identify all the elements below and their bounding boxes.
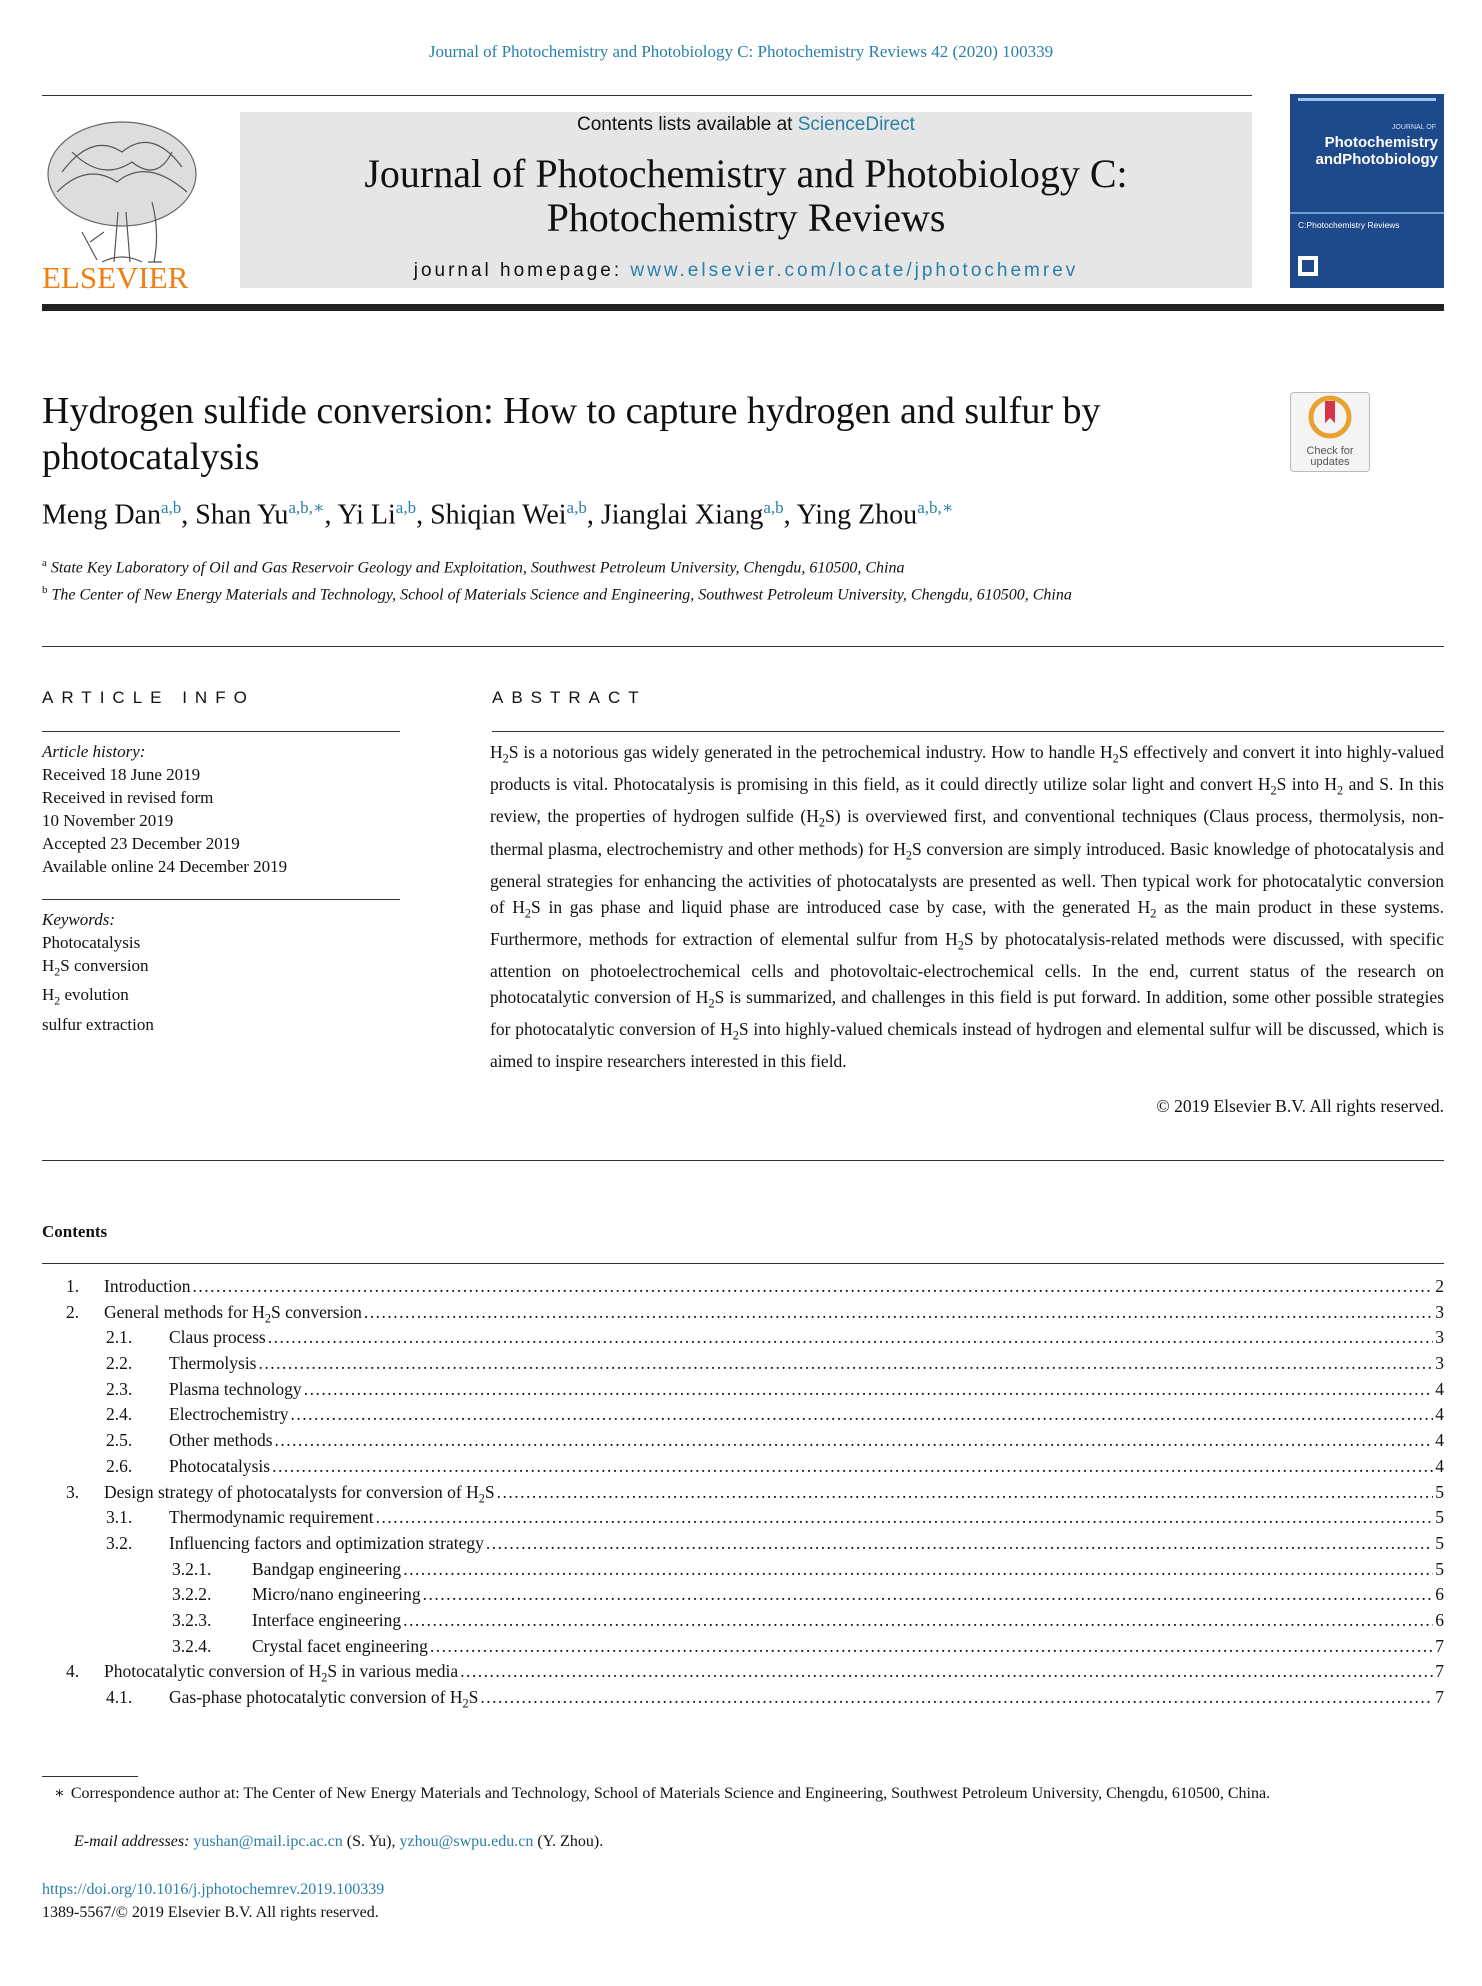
toc-entry[interactable] [42,1300,1444,1326]
toc-leader-dots [486,1531,1433,1557]
affiliation-item: $^b$ The Center of New Energy Materials and Technology, School of Materials Science and Engineering, Southwest Petroleum University, Chengdu, 610500, China [42,584,1072,604]
toc-page-number: 5 [1435,1558,1444,1579]
toc-entry[interactable] [42,1428,1444,1454]
toc-leader-dots [423,1582,1434,1608]
abstract-rule [492,731,1444,732]
author-affiliation-mark[interactable]: a,b [160,498,182,517]
toc-page-number: 6 [1435,1584,1444,1605]
toc-page-number: 4 [1435,1455,1444,1476]
cover-line4: C:Photochemistry Reviews [1298,220,1400,230]
history-item: Received in revised form [42,788,214,807]
toc-number: 2. [66,1301,80,1322]
toc-number: 3.2.4. [172,1635,212,1656]
paper-title: Hydrogen sulfide conversion: How to capture hydrogen and sulfur by photocatalysis [42,390,1101,478]
author-affiliation-mark[interactable]: a,b,∗ [288,498,325,517]
toc-number: 3.2.3. [172,1609,212,1630]
author-affiliation-mark[interactable]: a,b [566,498,587,517]
toc-page-number: 3 [1435,1353,1444,1374]
abstract-heading: ABSTRACT [492,688,647,707]
toc-title: General methods for $H_2S$ conversion [104,1301,362,1326]
journal-banner [240,112,1252,288]
keyword-item: sulfur extraction [42,1014,154,1034]
toc-page-number: 3 [1435,1301,1444,1322]
email-yu-who: (S. Yu), [342,1833,400,1850]
homepage-prefix: journal homepage: [413,260,631,281]
toc-page-number: 5 [1435,1532,1444,1553]
author-name: Shan Yu [195,499,289,531]
journal-title[interactable] [240,152,1252,240]
toc-title: Thermolysis [169,1353,257,1374]
rule-after-abstract [42,1160,1444,1161]
toc-entry[interactable] [42,1274,1444,1300]
history-item: Accepted 23 December 2019 [42,834,240,853]
keyword-list [42,931,402,1036]
author-affiliation-mark[interactable]: a,b [763,498,784,517]
toc-entry[interactable] [42,1634,1444,1660]
toc-entry[interactable] [42,1531,1444,1557]
table-of-contents [42,1274,1444,1711]
toc-leader-dots [376,1505,1434,1531]
toc-title: Micro/nano engineering [252,1584,421,1605]
toc-page-number: 7 [1435,1687,1444,1707]
article-history [42,740,402,878]
crossmark-label [1291,446,1369,468]
cover-divider [1290,212,1444,214]
keywords-label: Keywords: [42,910,116,929]
toc-page-number: 4 [1435,1378,1444,1399]
toc-page-number: 5 [1435,1507,1444,1528]
toc-title: Thermodynamic requirement [169,1507,374,1528]
toc-leader-dots [304,1377,1434,1403]
cover-line1: JOURNAL OF [1391,124,1436,131]
toc-entry[interactable] [42,1454,1444,1480]
cover-line3: andPhotobiology [1315,151,1438,168]
toc-number: 1. [66,1276,80,1296]
toc-title: Introduction [104,1276,191,1296]
toc-leader-dots [272,1454,1433,1480]
toc-title: Crystal facet engineering [252,1635,428,1656]
crossmark-line2: updates [1310,456,1350,468]
keywords [42,908,402,1036]
footnote-star: ∗ [54,1785,65,1802]
footnote-rule [42,1776,138,1777]
toc-title: Plasma technology [169,1378,302,1399]
email-link-zhou[interactable]: yzhou@swpu.edu.cn [399,1833,534,1850]
email-addresses [74,1833,603,1851]
history-item: Received 18 June 2019 [42,765,201,784]
elsevier-logo[interactable] [42,112,202,290]
keyword-item: $H_2S$ conversion [42,956,149,979]
toc-number: 3. [66,1481,80,1502]
footnote-text: Correspondence author at: The Center of New Energy Materials and Technology, School of Materials Science and Engineering, Southwest Petroleum University, Chengdu, 610500, China. [70,1785,1271,1802]
crossmark-line1: Check for [1306,445,1354,457]
crossmark-icon [1291,393,1369,441]
toc-page-number: 2 [1435,1276,1444,1296]
author-affiliation-mark[interactable]: a,b,∗ [917,498,954,517]
email-link-yu[interactable]: yushan@mail.ipc.ac.cn [193,1833,343,1850]
toc-title: Gas-phase photocatalytic conversion of $H_2S$ [169,1687,479,1711]
toc-title: Electrochemistry [169,1404,289,1425]
doi-link[interactable]: https://doi.org/10.1016/j.jphotochemrev.2019.100339 [42,1881,385,1898]
toc-entry[interactable] [42,1582,1444,1608]
running-head[interactable]: Journal of Photochemistry and Photobiology C: Photochemistry Reviews 42 (2020) 100339 [428,42,1054,61]
check-for-updates-button[interactable] [1290,392,1370,472]
author-name: Ying Zhou [796,499,918,531]
toc-leader-dots [403,1557,1433,1583]
author-name: Shiqian Wei [430,499,567,531]
email-label: E-mail addresses: [74,1833,190,1850]
toc-leader-dots [193,1274,1434,1300]
email-zhou-who: (Y. Zhou). [533,1833,604,1850]
toc-number: 2.2. [106,1353,133,1374]
sciencedirect-link[interactable]: ScienceDirect [797,114,915,135]
toc-title: Design strategy of photocatalysts for conversion of $H_2S$ [104,1481,495,1505]
journal-title-line1: Journal of Photochemistry and Photobiology C: [364,151,1128,196]
affiliation-mark: a [42,557,47,569]
journal-homepage-line [240,260,1252,282]
affiliations [42,552,1272,607]
toc-title: Interface engineering [252,1609,402,1630]
toc-entry[interactable] [42,1505,1444,1531]
toc-number: 2.3. [106,1378,133,1399]
elsevier-wordmark: ELSEVIER [42,260,189,290]
toc-number: 2.4. [106,1404,133,1425]
toc-page-number: 6 [1435,1609,1444,1630]
toc-leader-dots [460,1659,1433,1685]
toc-entry[interactable] [42,1557,1444,1583]
toc-entry[interactable] [42,1377,1444,1403]
toc-entry[interactable] [42,1480,1444,1506]
toc-number: 3.1. [106,1507,133,1528]
rule-before-info [42,646,1444,647]
toc-title: Bandgap engineering [252,1558,402,1579]
abstract-copyright: © 2019 Elsevier B.V. All rights reserved. [1156,1096,1444,1116]
issn-line: 1389-5567/© 2019 Elsevier B.V. All rights reserved. [42,1904,379,1921]
cover-top-band [1298,98,1436,101]
journal-cover[interactable] [1290,94,1444,288]
toc-number: 2.6. [106,1455,133,1476]
correspondence-footnote [42,1783,1444,1804]
toc-leader-dots [497,1480,1434,1506]
toc-entry[interactable] [42,1685,1444,1711]
history-item: 10 November 2019 [42,811,174,830]
toc-page-number: 4 [1435,1404,1444,1425]
elsevier-tree-icon [42,112,202,290]
author-list: Meng Dan$^{a,b}$, Shan $Yu^{a,b,∗}$, Yi Li$^{a,b}$, Shiqian Wei$^{a,b}$, Jianglai Xiang$^{a,b}$, Ying Zhou$^{a,b,∗}$ [42,498,954,531]
affiliation-mark: b [42,584,48,597]
toc-number: 3.2. [106,1532,133,1553]
journal-title-line2: Photochemistry Reviews [546,195,946,240]
history-label: Article history: [42,742,146,761]
toc-entry[interactable] [42,1659,1444,1685]
toc-entry[interactable] [42,1325,1444,1351]
toc-page-number: 5 [1435,1481,1444,1502]
toc-entry[interactable] [42,1351,1444,1377]
author-name: Meng Dan [42,499,161,531]
abstract-text: $H_2S$ is a notorious gas widely generated in the petrochemical industry. How to handle $H_2S$ effectively and convert it into highly-valued products is vital. Photocatalysis is promising in this field, as it could directly utilize solar light and convert $H_2S$ into $H_2$ and S. In this review, the properties of hydrogen sulfide $(H_2S)$ is overviewed first, and conventional techniques (Claus process, thermolysis, non-thermal plasma, electrochemistry and other methods) for $H_2S$ conversion are simply introduced. Basic knowledge of photocatalysis and general strategies for enhancing the activities of photocatalysts are presented as well. Then typical work for photocatalytic conversion of $H_2S$ in gas phase and liquid phase are introduced case by case, with the generated $H_2$ as the main product in these systems. Furthermore, methods for extraction of elemental sulfur from $H_2S$ by photocatalysis-related methods were discussed, with specific attention on photoelectrochemical cells and photovoltaic-electrochemical cells. In the end, current status of the research on photocatalytic conversion of $H_2S$ is summarized, and challenges in this field is put forward. In addition, some other possible strategies for photocatalytic conversion of $H_2S$ into highly-valued chemicals instead of hydrogen and elemental sulfur will be discussed, which is aimed to inspire researchers interested in this field. [490,742,1444,1072]
toc-leader-dots [480,1685,1433,1711]
toc-number: 4. [66,1661,80,1682]
author-name: Jianglai Xiang [600,499,764,531]
keyword-item: $H_2$ evolution [42,985,129,1008]
history-list [42,763,402,878]
toc-number: 2.1. [106,1327,133,1348]
toc-leader-dots [291,1402,1434,1428]
homepage-link[interactable]: www.elsevier.com/locate/jphotochemrev [630,260,1079,281]
toc-page-number: 4 [1435,1430,1444,1451]
toc-page-number: 7 [1435,1635,1444,1656]
contents-prefix: Contents lists available at [577,114,798,135]
cover-line2: Photochemistry [1324,134,1438,151]
toc-leader-dots [403,1608,1433,1634]
toc-title: Claus process [169,1327,266,1348]
toc-title: Photocatalysis [169,1455,271,1476]
author-name: Yi Li [337,499,396,531]
toc-page-number: 3 [1435,1327,1444,1348]
affiliation-item: $^a$ State Key Laboratory of Oil and Gas Reservoir Geology and Exploitation, Southwest Petroleum University, Chengdu, 610500, China [42,557,905,577]
contents-available-line [240,114,1252,136]
article-info-rule [42,731,400,732]
toc-title: Other methods [169,1430,273,1451]
keywords-rule [42,899,400,900]
header-thick-rule [42,304,1444,311]
author-affiliation-mark[interactable]: a,b [395,498,417,517]
top-rule [42,95,1252,96]
toc-entry[interactable] [42,1402,1444,1428]
keyword-item: Photocatalysis [42,933,141,952]
toc-leader-dots [275,1428,1434,1454]
contents-rule [42,1263,1444,1264]
toc-entry[interactable] [42,1608,1444,1634]
toc-title: Influencing factors and optimization strategy [169,1532,484,1553]
toc-leader-dots [268,1325,1434,1351]
cover-title [1296,134,1438,168]
toc-title: Photocatalytic conversion of $H_2S$ in various media [104,1661,459,1685]
article-info-heading: ARTICLE INFO [42,688,255,707]
toc-page-number: 7 [1435,1661,1444,1682]
toc-number: 4.1. [106,1687,133,1707]
history-item: Available online 24 December 2019 [42,857,288,876]
cover-logo-icon [1298,256,1318,276]
contents-heading: Contents [42,1222,108,1241]
toc-leader-dots [259,1351,1434,1377]
toc-number: 2.5. [106,1430,133,1451]
toc-leader-dots [364,1300,1433,1326]
toc-number: 3.2.2. [172,1584,212,1605]
toc-leader-dots [430,1634,1433,1660]
toc-number: 3.2.1. [172,1558,212,1579]
